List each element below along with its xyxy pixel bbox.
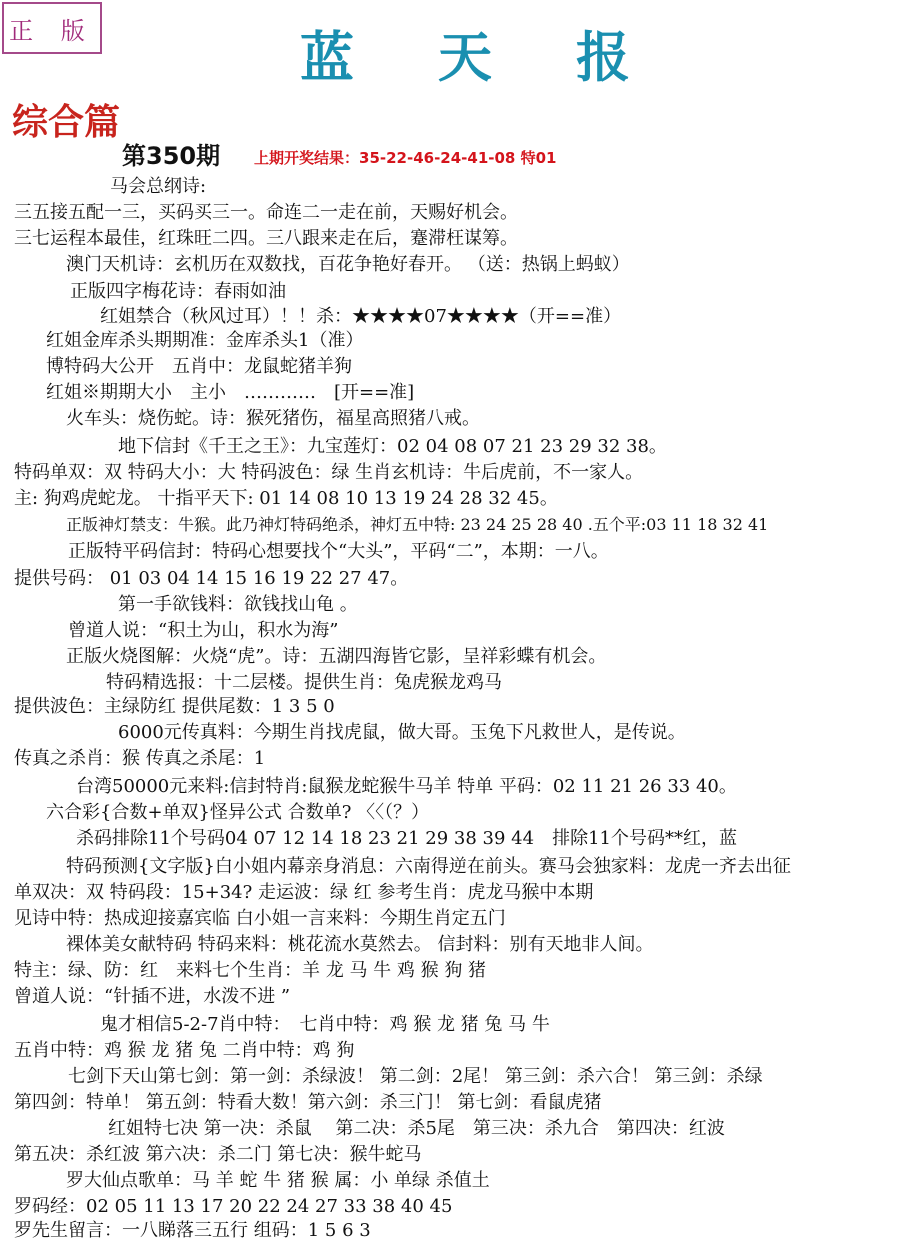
text-line: 罗大仙点歌单：马 羊 蛇 牛 猪 猴 属：小 单绿 杀值土 (66, 1170, 490, 1191)
text-line: 三五接五配一三，买码买三一。命连二一走在前，天赐好机会。 (14, 202, 518, 223)
text-line: 七剑下天山第七剑：第一剑：杀绿波！ 第二剑：2尾！ 第三剑：杀六合！ 第三剑：杀绿 (68, 1066, 763, 1087)
text-line: 传真之杀肖：猴 传真之杀尾：1 (14, 748, 266, 769)
text-line: 五肖中特：鸡 猴 龙 猪 兔 二肖中特：鸡 狗 (14, 1040, 355, 1061)
text-line: 特码精选报：十二层楼。提供生肖：兔虎猴龙鸡马 (106, 672, 502, 693)
text-line: 红姐禁合（秋风过耳）！！杀：★★★★07★★★★（开==准） (100, 306, 622, 327)
title-char: 天 (438, 24, 492, 89)
text-line: 单双决：双 特码段：15+34? 走运波：绿 红 参考生肖：虎龙马猴中本期 (14, 882, 594, 903)
text-line: 罗码经：02 05 11 13 17 20 22 24 27 33 38 40 45 (14, 1196, 453, 1217)
text-line: 特主：绿、防：红 来料七个生肖：羊 龙 马 牛 鸡 猴 狗 猪 (14, 960, 487, 981)
page-title (300, 18, 630, 88)
text-line: 提供波色：主绿防红 提供尾数：1 3 5 0 (14, 696, 335, 717)
text-line: 红姐※期期大小 主小 ………… [开==准] (46, 382, 415, 403)
text-line: 红姐特七决 第一决：杀鼠 第二决：杀5尾 第三决：杀九合 第四决：红波 (108, 1118, 725, 1139)
text-line: 六合彩{合数+单双}怪异公式 合数单? 〈〈（？） (46, 802, 430, 823)
title-char: 报 (576, 24, 630, 89)
authentic-badge: 正 版 (2, 2, 102, 54)
text-line: 6000元传真料：今期生肖找虎鼠，做大哥。玉兔下凡救世人，是传说。 (118, 722, 686, 743)
issue-number: 第350期 (122, 142, 221, 170)
text-line: 曾道人说：“积土为山，积水为海” (68, 620, 339, 641)
section-heading: 综合篇 (12, 101, 121, 143)
text-line: 正版火烧图解：火烧“虎”。诗：五湖四海皆它影，呈祥彩蝶有机会。 (66, 646, 607, 667)
text-line: 三七运程本最佳，红珠旺二四。三八跟来走在后，蹇滞枉谋筹。 (14, 228, 518, 249)
text-line: 特码预测{文字版}白小姐内幕亲身消息：六南得逆在前头。赛马会独家料：龙虎一齐去出征 (66, 856, 791, 877)
text-line: 正版特平码信封：特码心想要找个“大头”，平码“二”，本期：一八。 (68, 541, 609, 562)
text-line: 正版四字梅花诗：春雨如油 (70, 281, 286, 302)
text-line: 正版神灯禁支：牛猴。此乃神灯特码绝杀，神灯五中特: 23 24 25 28 40 .五个平:03 11 18 32 41 (66, 515, 769, 534)
text-line: 火车头：烧伤蛇。诗：猴死猪伤，福星高照猪八戒。 (66, 408, 480, 429)
text-line: 第一手欲钱料：欲钱找山龟 。 (118, 594, 358, 615)
text-line: 特码单双：双 特码大小：大 特码波色：绿 生肖玄机诗：牛后虎前，不一家人。 (14, 462, 644, 483)
text-line: 曾道人说：“针插不进，水泼不进 ” (14, 986, 291, 1007)
text-line: 马会总纲诗: (110, 176, 207, 197)
text-line: 提供号码： 01 03 04 14 15 16 19 22 27 47。 (14, 568, 409, 589)
text-line: 红姐金库杀头期期准：金库杀头1（准） (46, 330, 364, 351)
title-char: 蓝 (300, 24, 354, 89)
last-draw-result: 上期开奖结果：35-22-46-24-41-08 特01 (254, 149, 557, 167)
text-line: 鬼才相信5-2-7肖中特： 七肖中特：鸡 猴 龙 猪 兔 马 牛 (100, 1014, 550, 1035)
text-line: 地下信封《千王之王》：九宝莲灯：02 04 08 07 21 23 29 32 38。 (118, 436, 667, 457)
text-line: 罗先生留言：一八睇落三五行 组码：1 5 6 3 (14, 1220, 371, 1241)
text-line: 第五决：杀红波 第六决：杀二门 第七决：猴牛蛇马 (14, 1144, 422, 1165)
text-line: 杀码排除11个号码04 07 12 14 18 23 21 29 38 39 44 排除11个号码**红，蓝 (76, 828, 737, 849)
text-line: 主: 狗鸡虎蛇龙。 十指平天下: 01 14 08 10 13 19 24 28 32 45。 (14, 488, 558, 509)
text-line: 见诗中特：热成迎接嘉宾临 白小姐一言来料：今期生肖定五门 (14, 908, 506, 929)
text-line: 澳门天机诗：玄机历在双数找，百花争艳好春开。 （送：热锅上蚂蚁） (66, 254, 630, 275)
text-line: 台湾50000元来料:信封特肖:鼠猴龙蛇猴牛马羊 特单 平码：02 11 21 26 33 40。 (76, 776, 737, 797)
text-line: 裸体美女献特码 特码来料：桃花流水莫然去。 信封料：别有天地非人间。 (66, 934, 654, 955)
text-line: 博特码大公开 五肖中：龙鼠蛇猪羊狗 (46, 356, 352, 377)
text-line: 第四剑：特单！ 第五剑：特看大数！第六剑：杀三门！ 第七剑：看鼠虎猪 (14, 1092, 602, 1113)
